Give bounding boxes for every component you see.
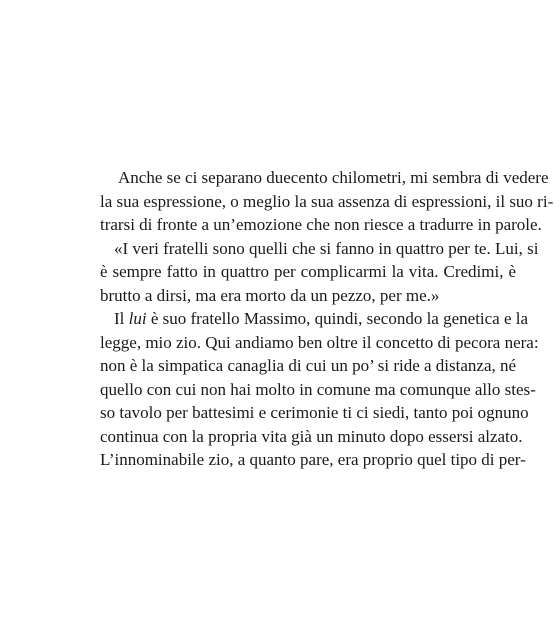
text-line: quello con cui non hai molto in comune ma comunque allo stes-: [100, 379, 536, 399]
text-line: continua con la propria vita già un minuto dopo essersi alzato.: [100, 426, 523, 446]
text-line: [100, 307, 529, 331]
text-line: la sua espressione, o meglio la sua assenza di espressioni, il suo ri-: [100, 191, 554, 211]
text-line: è sempre fatto in quattro per complicarmi la vita. Credimi, è: [100, 262, 516, 281]
text-line: brutto a dirsi, ma era morto da un pezzo, per me.»: [100, 285, 440, 305]
text-line: non è la simpatica canaglia di cui un po’ si ride a distanza, né: [100, 356, 517, 375]
text-line: Anche se ci separano duecento chilometri, mi sembra di vedere: [118, 168, 549, 187]
text-line: so tavolo per battesimi e cerimonie ti ci siedi, tanto poi ognuno: [100, 403, 529, 422]
body-text: [100, 166, 554, 472]
text-line: legge, mio zio. Qui andiamo ben oltre il concetto di pecora nera:: [100, 332, 539, 352]
text-line: «I veri fratelli sono quelli che si fanno in quattro per te. Lui, si: [114, 238, 539, 258]
text-fragment: è suo fratello Massimo, quindi, secondo la genetica e la: [146, 309, 529, 328]
italic-word: lui: [128, 309, 147, 328]
text-line: trarsi di fronte a un’emozione che non riesce a tradurre in parole.: [100, 215, 542, 234]
text-line: L’innominabile zio, a quanto pare, era proprio quel tipo di per-: [100, 450, 526, 469]
text-fragment: Il: [114, 309, 129, 328]
